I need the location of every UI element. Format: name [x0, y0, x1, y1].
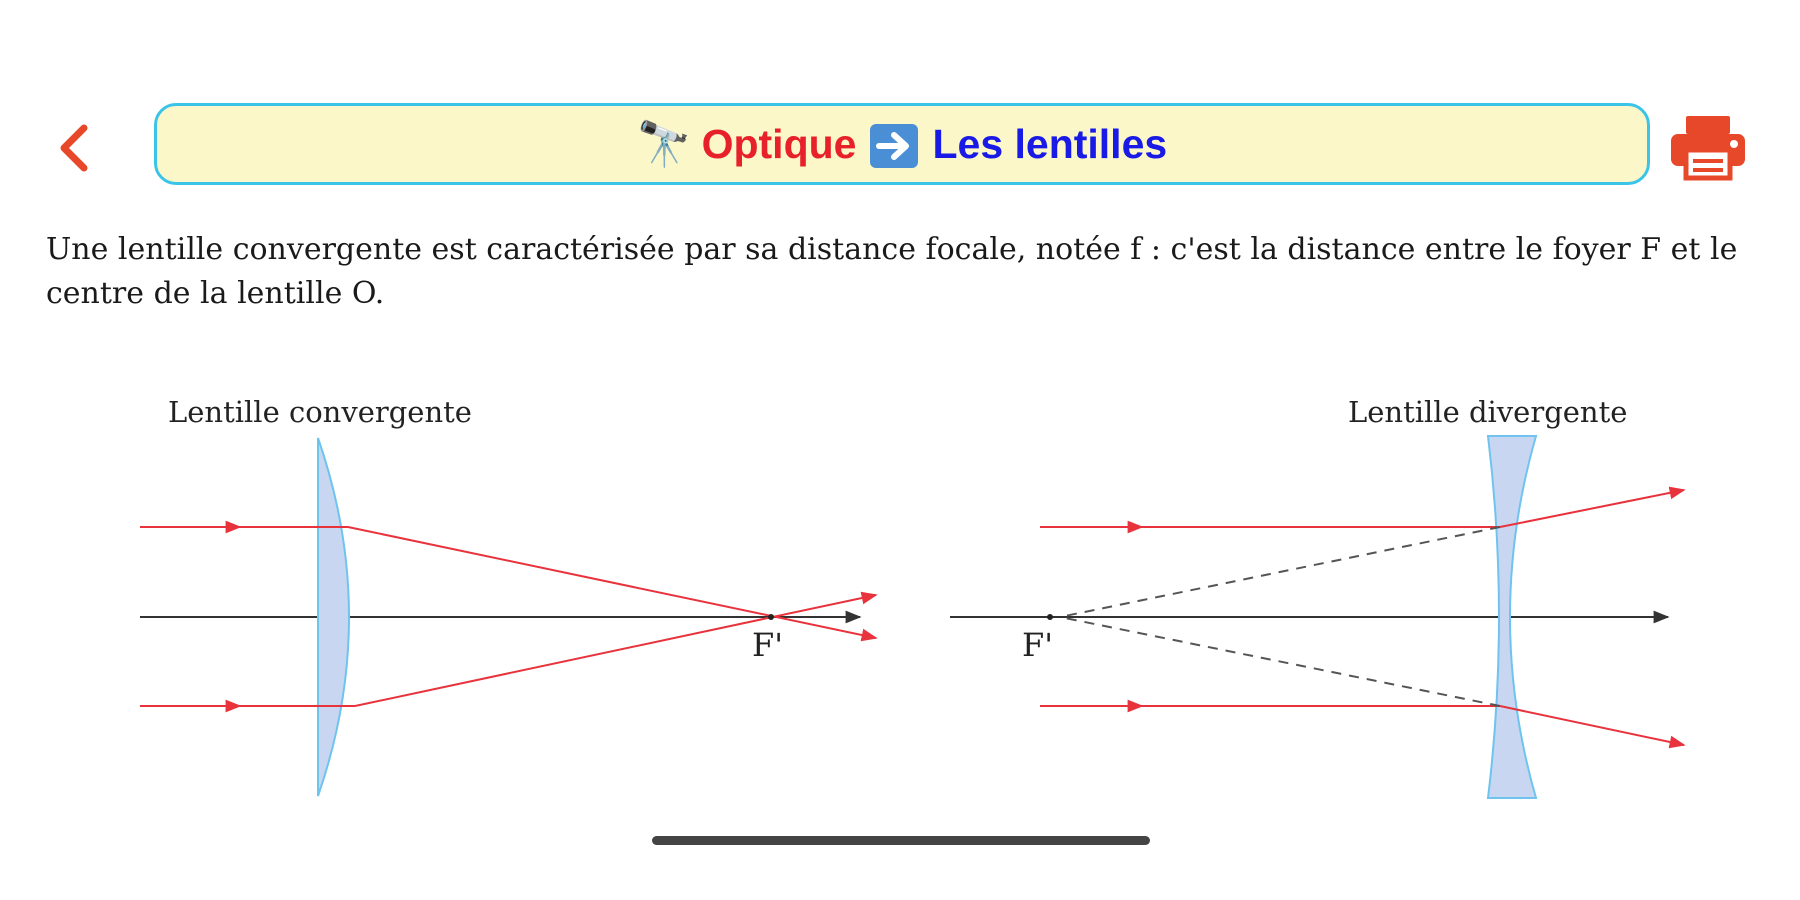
divergent-virtual-ray-lower — [1060, 617, 1500, 706]
convergent-lens — [318, 438, 349, 796]
divergent-lens-title: Lentille divergente — [1348, 395, 1628, 429]
print-button[interactable] — [1668, 112, 1748, 182]
divergent-refracted-ray-lower — [1500, 706, 1684, 745]
breadcrumb-section: Optique — [701, 120, 857, 167]
right-arrow-icon — [870, 124, 918, 168]
convergent-refracted-ray-lower — [355, 595, 876, 706]
divergent-virtual-ray-upper — [1060, 527, 1500, 617]
convergent-lens-title: Lentille convergente — [168, 395, 472, 429]
convergent-refracted-ray-upper — [348, 527, 876, 638]
divergent-focus-label: F' — [1022, 626, 1053, 664]
telescope-icon: 🔭 — [636, 120, 692, 169]
divergent-focus-point — [1047, 614, 1053, 620]
divergent-refracted-ray-upper — [1500, 490, 1684, 527]
convergent-focus-point — [768, 614, 774, 620]
chevron-left-icon — [50, 116, 100, 180]
convergent-lens-diagram — [140, 395, 876, 796]
convergent-focus-label: F' — [752, 626, 783, 664]
lens-definition-text: Une lentille convergente est caractérisée par sa distance focale, notée f : c'est la distance entre le foyer F et le centre de la lentille O. — [46, 232, 1738, 311]
page-title-bar — [154, 103, 1650, 185]
divergent-lens-diagram — [950, 395, 1684, 798]
printer-icon — [1668, 112, 1748, 182]
breadcrumb-page: Les lentilles — [932, 120, 1168, 167]
lens-diagram — [0, 380, 1800, 810]
back-button[interactable] — [50, 116, 100, 180]
horizontal-scrollbar[interactable] — [652, 836, 1150, 845]
